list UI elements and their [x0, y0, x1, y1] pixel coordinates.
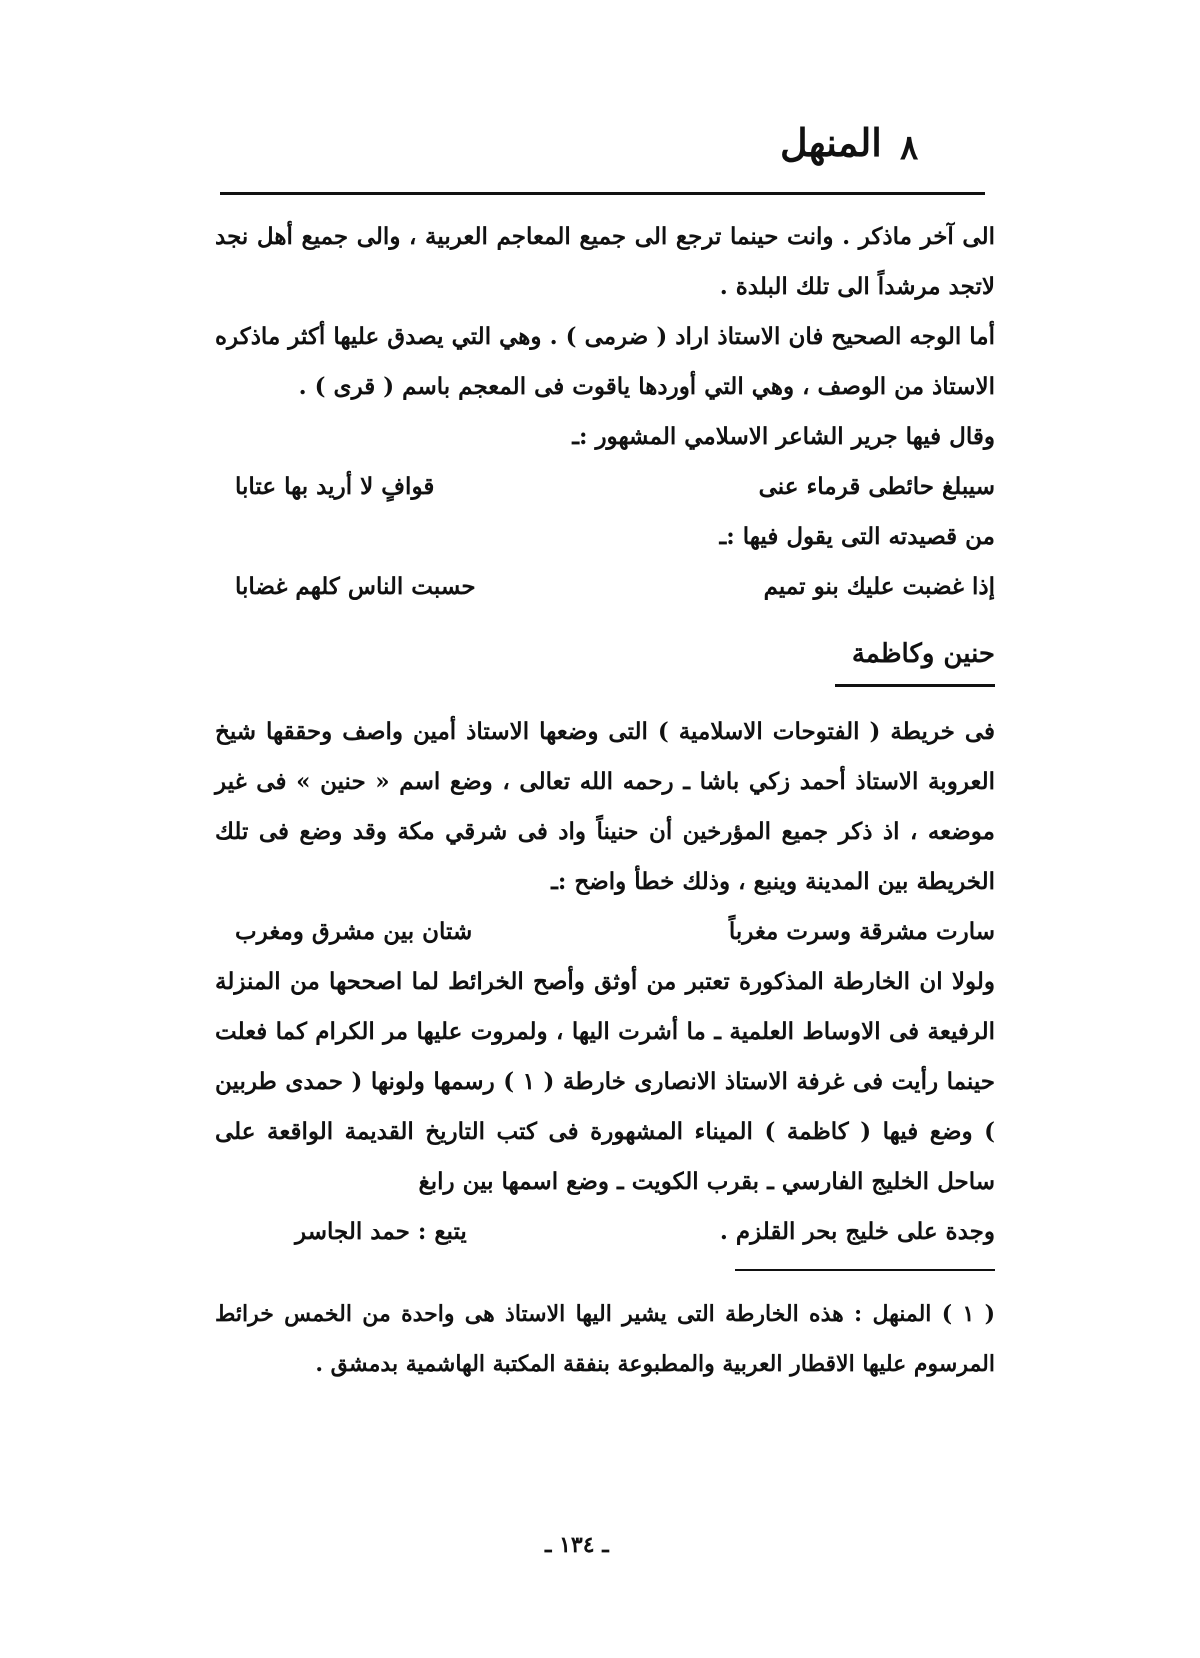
paragraph: الى آخر ماذكر . وانت حينما ترجع الى جميع المعاجم العربية ، والى جميع أهل نجد لاتجد مرشداً الى تلك البلدة . — [215, 223, 995, 300]
poem-verse — [215, 562, 995, 612]
page-header — [220, 120, 990, 190]
section-heading: حنين وكاظمة — [835, 632, 995, 687]
footnote: ( ١ ) المنهل : هذه الخارطة التى يشير اليها الاستاذ هى واحدة من الخمس خرائط المرسوم عليها الاقطار العربية والمطبوعة بنفقة المكتبة الهاشمية بدمشق . — [215, 1301, 995, 1377]
footnote-rule — [735, 1269, 995, 1271]
verse-hemistich-second: شتان بين مشرق ومغرب — [235, 918, 473, 945]
poem-verse — [215, 462, 995, 512]
paragraph: من قصيدته التى يقول فيها :ـ — [719, 523, 995, 550]
paragraph: وقال فيها جرير الشاعر الاسلامي المشهور :ـ — [572, 423, 995, 450]
paragraph: ولولا ان الخارطة المذكورة تعتبر من أوثق وأصح الخرائط لما اصححها من المنزلة الرفيعة فى الاوساط العلمية ـ ما أشرت اليها ، ولمروت عليها مر الكرام كما فعلت حينما رأيت فى غرفة الاستاذ الانصارى خارطة ( ١ ) رسمها ولونها ( حمدى طربين ) وضع فيها ( كاظمة ) الميناء المشهورة فى كتب التاريخ القديمة الواقعة على ساحل الخليج الفارسي ـ بقرب الكويت ـ وضع اسمها بين رابغ — [215, 968, 995, 1195]
verse-hemistich-first: إذا غضبت عليك بنو تميم — [763, 573, 995, 600]
header-rule — [220, 192, 985, 195]
article-body — [215, 212, 995, 1389]
author-signature: يتبع : حمد الجاسر — [295, 1218, 467, 1245]
verse-hemistich-second: حسبت الناس كلهم غضابا — [235, 573, 476, 600]
verse-hemistich-first: سارت مشرقة وسرت مغرباً — [728, 918, 995, 945]
page-number: ٨ — [900, 128, 919, 168]
closing-line — [215, 1207, 995, 1257]
journal-title: المنهل — [780, 120, 882, 165]
verse-hemistich-second: قوافٍ لا أريد بها عتابا — [235, 473, 435, 500]
verse-hemistich-first: سيبلغ حائطى قرماء عنى — [758, 473, 995, 500]
paragraph: فى خريطة ( الفتوحات الاسلامية ) التى وضعها الاستاذ أمين واصف وحققها شيخ العروبة الاستاذ أحمد زكي باشا ـ رحمه الله تعالى ، وضع اسم « حنين » فى غير موضعه ، اذ ذكر جميع المؤرخين أن حنيناً واد فى شرقي مكة وقد وضع فى تلك الخريطة بين المدينة وينبع ، وذلك خطأ واضح :ـ — [215, 718, 995, 895]
closing-text: وجدة على خليج بحر القلزم . — [719, 1218, 995, 1245]
paragraph: أما الوجه الصحيح فان الاستاذ اراد ( ضرمى ) . وهي التي يصدق عليها أكثر ماذكره الاستاذ من الوصف ، وهي التي أوردها ياقوت فى المعجم باسم ( قرى ) . — [215, 323, 995, 400]
poem-verse — [215, 907, 995, 957]
folio-number: ـ ١٣٤ ـ — [545, 1532, 609, 1558]
section-spacer — [215, 687, 995, 707]
